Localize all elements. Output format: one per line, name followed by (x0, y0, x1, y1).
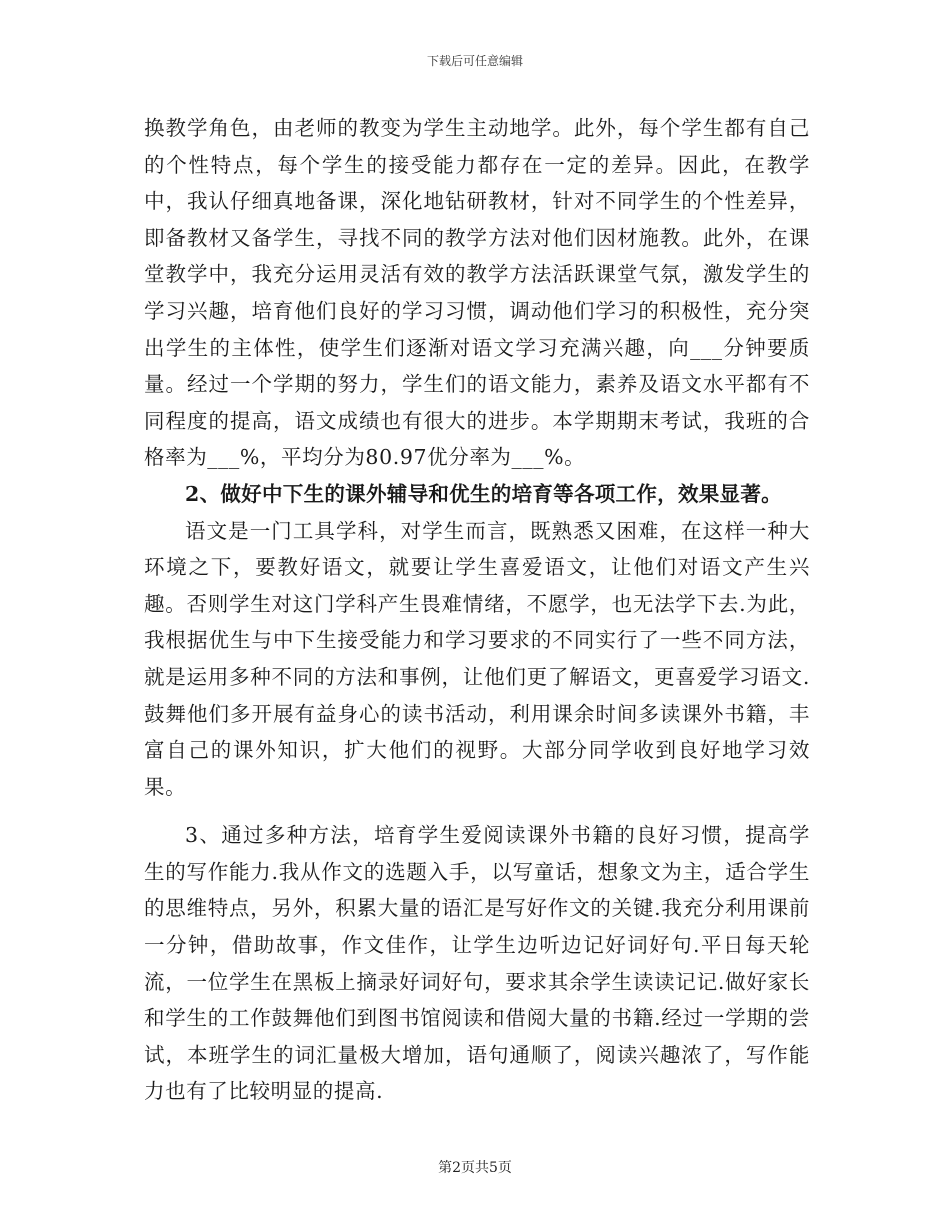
page-header: 下载后可任意编辑 (426, 54, 523, 68)
section-heading-2: 2、做好中下生的课外辅导和优生的培育等各项工作，效果显著。 (185, 481, 782, 506)
paragraph-2: 语文是一门工具学科，对学生而言，既熟悉又困难，在这样一种大环境之下，要教好语文，就要让学生喜爱语文，让他们对语文产生兴趣。否则学生对这门学科产生畏难情绪，不愿学，也无法学下去.为此，我根据优生与中下生接受能力和学习要求的不同实行了一些不同方法，就是运用多种不同的方法和事例，让他们更了解语文，更喜爱学习语文.鼓舞他们多开展有益身心的读书活动，利用课余时间多读课外书籍，丰富自己的课外知识，扩大他们的视野。大部分同学收到良好地学习效果。 (144, 518, 810, 799)
document-body (144, 110, 810, 1110)
paragraph-continuation: 换教学角色，由老师的教变为学生主动地学。此外，每个学生都有自己的个性特点，每个学生的接受能力都存在一定的差异。因此，在教学中，我认仔细真地备课，深化地钻研教材，针对不同学生的个性差异，即备教材又备学生，寻找不同的教学方法对他们因材施教。此外，在课堂教学中，我充分运用灵活有效的教学方法活跃课堂气氛，激发学生的学习兴趣，培育他们良好的学习习惯，调动他们学习的积极性，充分突出学生的主体性，使学生们逐渐对语文学习充满兴趣，向___分钟要质量。经过一个学期的努力，学生们的语文能力，素养及语文水平都有不同程度的提高，语文成绩也有很大的进步。本学期期末考试，我班的合格率为___%，平均分为80.97优分率为___%。 (144, 116, 810, 470)
paragraph-3: 3、通过多种方法，培育学生爱阅读课外书籍的良好习惯，提高学生的写作能力.我从作文的选题入手，以写童话，想象文为主，适合学生的思维特点，另外，积累大量的语汇是写好作文的关键.我充分利用课前一分钟，借助故事，作文佳作，让学生边听边记好词好句.平日每天轮流，一位学生在黑板上摘录好词好句，要求其余学生读读记记.做好家长和学生的工作鼓舞他们到图书馆阅读和借阅大量的书籍.经过一学期的尝试，本班学生的词汇量极大增加，语句通顺了，阅读兴趣浓了，写作能力也有了比较明显的提高. (144, 823, 810, 1104)
page-footer: 第2页共5页 (438, 1160, 512, 1176)
